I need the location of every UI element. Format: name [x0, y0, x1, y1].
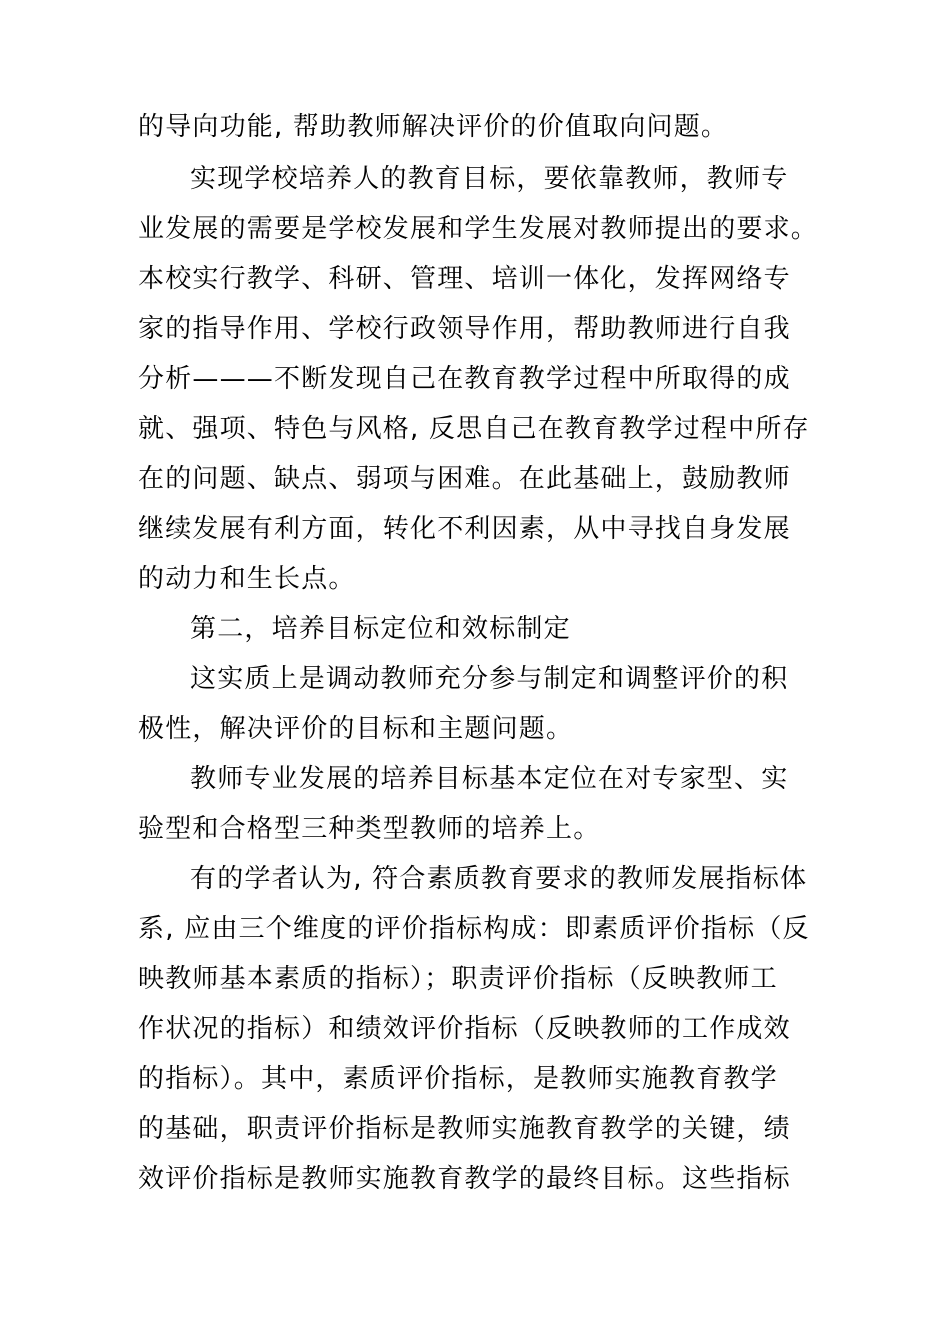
text-line: 的导向功能, 帮助教师解决评价的价值取向问题。: [138, 112, 729, 142]
paragraph-first-line: 教师专业发展的培养目标基本定位在对专家型、实: [190, 764, 789, 794]
text-line: 极性，解决评价的目标和主题问题。: [138, 714, 574, 744]
text-line: 业发展的需要是学校发展和学生发展对教师提出的要求。: [138, 214, 819, 244]
text-line: 的动力和生长点。: [138, 564, 356, 594]
text-line: 验型和合格型三种类型教师的培养上。: [138, 814, 601, 844]
text-line: 在的问题、缺点、弱项与困难。在此基础上，鼓励教师: [138, 464, 791, 494]
paragraph-first-line: 有的学者认为, 符合素质教育要求的教师发展指标体: [190, 864, 808, 894]
section-heading: 第二，培养目标定位和效标制定: [190, 614, 571, 644]
text-line: 继续发展有利方面，转化不利因素，从中寻找自身发展: [138, 514, 791, 544]
text-line: 系, 应由三个维度的评价指标构成：即素质评价指标（反: [138, 914, 810, 944]
text-line: 作状况的指标）和绩效评价指标（反映教师的工作成效: [138, 1014, 791, 1044]
text-line: 本校实行教学、科研、管理、培训一体化，发挥网络专: [138, 264, 791, 294]
paragraph-first-line: 这实质上是调动教师充分参与制定和调整评价的积: [190, 664, 789, 694]
text-line: 分析———不断发现自己在教育教学过程中所取得的成: [138, 364, 791, 394]
text-line: 就、强项、特色与风格, 反思自己在教育教学过程中所存: [138, 414, 810, 444]
text-line: 家的指导作用、学校行政领导作用，帮助教师进行自我: [138, 314, 791, 344]
text-line: 的基础，职责评价指标是教师实施教育教学的关键，绩: [138, 1114, 791, 1144]
text-line: 映教师基本素质的指标）；职责评价指标（反映教师工: [138, 964, 778, 994]
paragraph-first-line: 实现学校培养人的教育目标，要依靠教师，教师专: [190, 164, 789, 194]
text-line: 的指标）。其中，素质评价指标，是教师实施教育教学: [138, 1064, 778, 1094]
text-line: 效评价指标是教师实施教育教学的最终目标。这些指标: [138, 1164, 791, 1194]
